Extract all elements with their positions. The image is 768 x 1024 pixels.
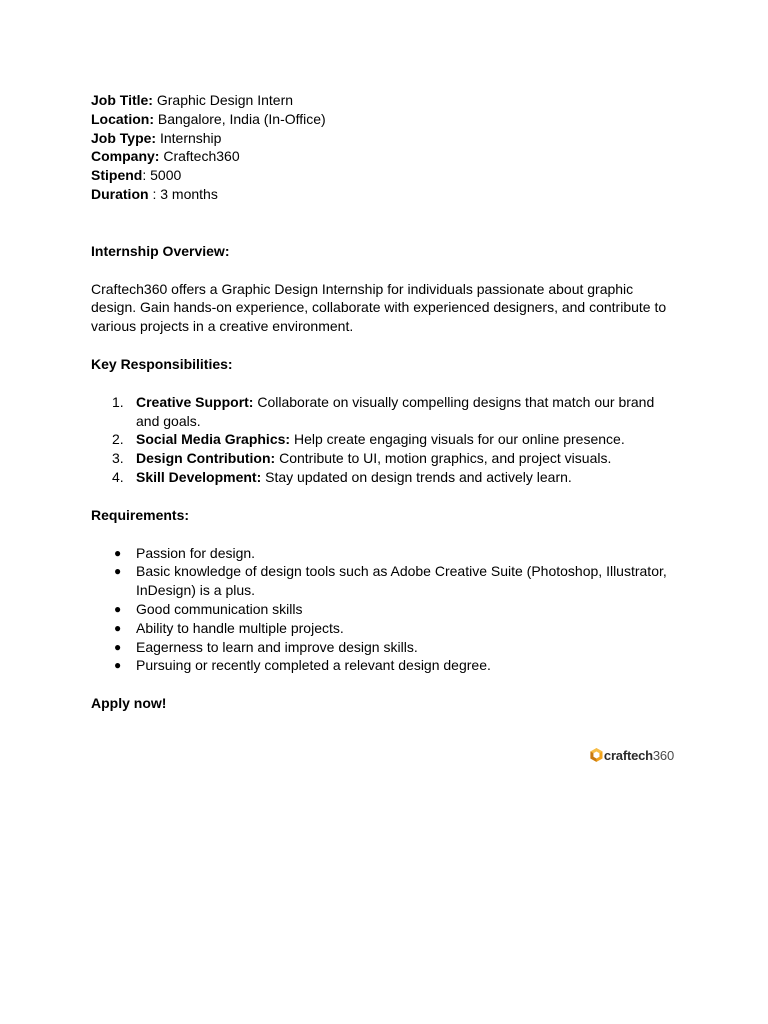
- meta-duration: Duration : 3 months: [91, 185, 218, 202]
- responsibilities-list: [91, 393, 681, 487]
- list-item: ● Pursuing or recently completed a relevant design degree.: [114, 657, 491, 674]
- list-item: ● Basic knowledge of design tools such as Adobe Creative Suite (Photoshop, Illustrator, InDesign) is a plus.: [114, 563, 667, 599]
- list-item: ● Eagerness to learn and improve design skills.: [114, 638, 418, 655]
- list-item: 1. Creative Support: Collaborate on visually compelling designs that match our brand and goals.: [112, 393, 655, 429]
- job-meta: [91, 91, 681, 204]
- list-item: 3. Design Contribution: Contribute to UI, motion graphics, and project visuals.: [112, 450, 612, 467]
- overview-heading: Internship Overview:: [91, 242, 230, 259]
- list-item: ● Good communication skills: [114, 600, 303, 617]
- craftech-hexagon-icon: [590, 738, 603, 772]
- logo-wordmark: craftech360: [603, 747, 674, 763]
- overview-paragraph: Craftech360 offers a Graphic Design Internship for individuals passionate about graphic design. Gain hands-on experience, collaborate with experienced designers, and contribute to various projects in a creative environment.: [91, 280, 667, 335]
- job-posting-document: [91, 91, 681, 713]
- requirements-list: [91, 544, 681, 676]
- meta-job-type: Job Type: Internship: [91, 129, 222, 146]
- bullet-icon: ●: [114, 545, 122, 560]
- requirements-heading: Requirements:: [91, 506, 190, 523]
- meta-stipend: Stipend: 5000: [91, 167, 182, 184]
- apply-now-text: Apply now!: [91, 695, 167, 712]
- list-item: 2. Social Media Graphics: Help create engaging visuals for our online presence.: [112, 431, 625, 448]
- meta-location: Location: Bangalore, India (In-Office): [91, 110, 326, 127]
- list-item: 4. Skill Development: Stay updated on design trends and actively learn.: [112, 468, 572, 485]
- bullet-icon: ●: [114, 564, 122, 579]
- bullet-icon: ●: [114, 601, 122, 616]
- bullet-icon: ●: [114, 620, 122, 635]
- meta-company: Company: Craftech360: [91, 148, 240, 165]
- bullet-icon: ●: [114, 658, 122, 673]
- craftech-logo: [590, 737, 674, 773]
- list-item: ● Passion for design.: [114, 544, 256, 561]
- list-item: ● Ability to handle multiple projects.: [114, 619, 344, 636]
- meta-job-title: Job Title: Graphic Design Intern: [91, 92, 294, 108]
- responsibilities-heading: Key Responsibilities:: [91, 355, 233, 372]
- bullet-icon: ●: [114, 639, 122, 654]
